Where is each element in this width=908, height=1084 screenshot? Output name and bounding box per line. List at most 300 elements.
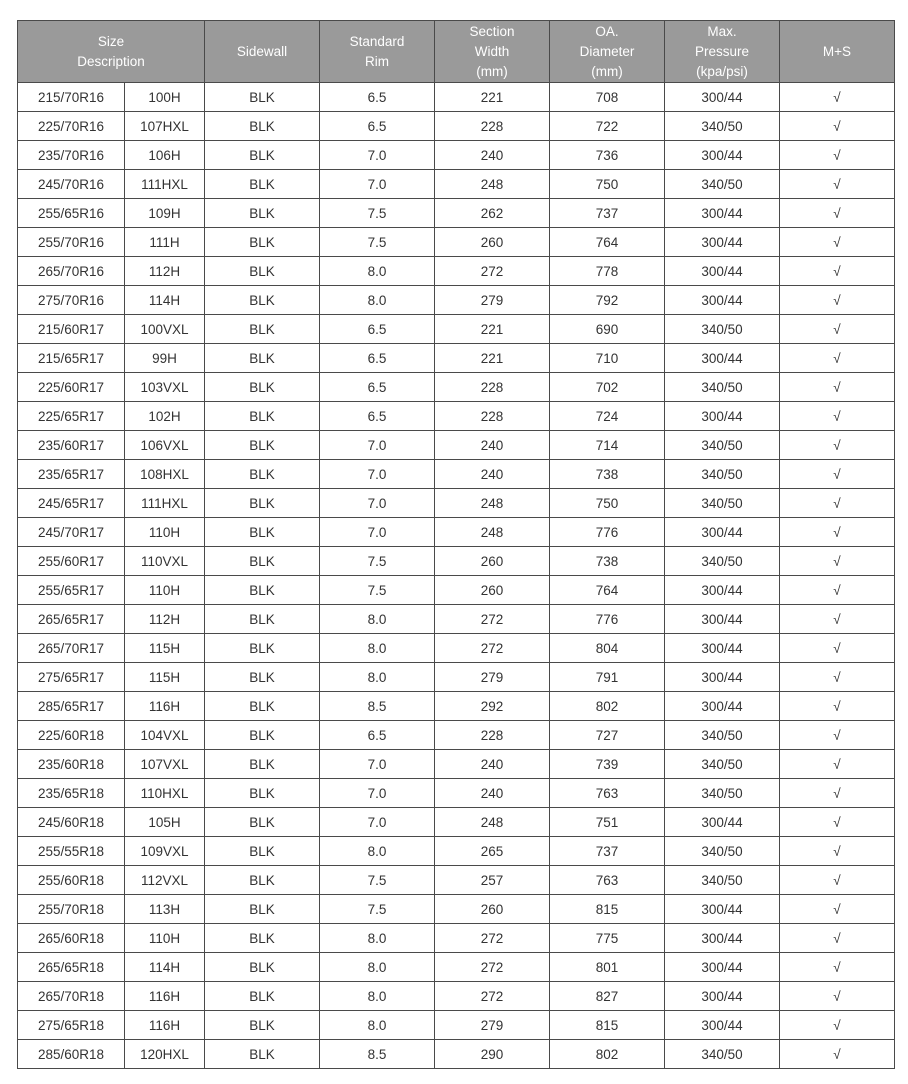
table-row	[18, 141, 895, 170]
size-cell: 265/70R18	[18, 982, 125, 1011]
section-width-cell: 248	[435, 808, 550, 837]
ms-cell: √	[780, 199, 895, 228]
header-standard-rim: Standard Rim	[320, 21, 435, 83]
rim-cell: 7.5	[320, 866, 435, 895]
sidewall-cell: BLK	[205, 83, 320, 112]
load-speed-cell: 116H	[125, 1011, 205, 1040]
load-speed-cell: 109H	[125, 199, 205, 228]
table-row	[18, 170, 895, 199]
sidewall-cell: BLK	[205, 402, 320, 431]
size-cell: 255/65R17	[18, 576, 125, 605]
size-cell: 235/60R17	[18, 431, 125, 460]
ms-cell: √	[780, 924, 895, 953]
section-width-cell: 272	[435, 924, 550, 953]
load-speed-cell: 110H	[125, 924, 205, 953]
rim-cell: 8.0	[320, 837, 435, 866]
section-width-cell: 260	[435, 895, 550, 924]
table-row	[18, 895, 895, 924]
sidewall-cell: BLK	[205, 837, 320, 866]
rim-cell: 7.0	[320, 750, 435, 779]
diameter-cell: 802	[550, 692, 665, 721]
sidewall-cell: BLK	[205, 721, 320, 750]
rim-cell: 7.5	[320, 576, 435, 605]
ms-cell: √	[780, 170, 895, 199]
pressure-cell: 300/44	[665, 228, 780, 257]
size-cell: 255/60R17	[18, 547, 125, 576]
header-max-pressure: Max. Pressure (kpa/psi)	[665, 21, 780, 83]
sidewall-cell: BLK	[205, 257, 320, 286]
diameter-cell: 764	[550, 228, 665, 257]
section-width-cell: 221	[435, 315, 550, 344]
table-row	[18, 692, 895, 721]
header-section-width: Section Width (mm)	[435, 21, 550, 83]
size-cell: 215/70R16	[18, 83, 125, 112]
sidewall-cell: BLK	[205, 750, 320, 779]
section-width-cell: 279	[435, 663, 550, 692]
ms-cell: √	[780, 373, 895, 402]
section-width-cell: 257	[435, 866, 550, 895]
load-speed-cell: 112VXL	[125, 866, 205, 895]
load-speed-cell: 106H	[125, 141, 205, 170]
diameter-cell: 722	[550, 112, 665, 141]
ms-cell: √	[780, 750, 895, 779]
ms-cell: √	[780, 721, 895, 750]
ms-cell: √	[780, 692, 895, 721]
load-speed-cell: 102H	[125, 402, 205, 431]
size-cell: 215/65R17	[18, 344, 125, 373]
table-row	[18, 431, 895, 460]
table-row	[18, 837, 895, 866]
section-width-cell: 221	[435, 344, 550, 373]
section-width-cell: 272	[435, 634, 550, 663]
sidewall-cell: BLK	[205, 228, 320, 257]
section-width-cell: 248	[435, 489, 550, 518]
size-cell: 275/65R18	[18, 1011, 125, 1040]
sidewall-cell: BLK	[205, 344, 320, 373]
load-speed-cell: 113H	[125, 895, 205, 924]
ms-cell: √	[780, 1040, 895, 1069]
diameter-cell: 739	[550, 750, 665, 779]
diameter-cell: 775	[550, 924, 665, 953]
section-width-cell: 262	[435, 199, 550, 228]
sidewall-cell: BLK	[205, 315, 320, 344]
diameter-cell: 791	[550, 663, 665, 692]
table-row	[18, 315, 895, 344]
rim-cell: 7.5	[320, 199, 435, 228]
rim-cell: 8.0	[320, 634, 435, 663]
size-cell: 235/60R18	[18, 750, 125, 779]
size-cell: 285/60R18	[18, 1040, 125, 1069]
rim-cell: 6.5	[320, 83, 435, 112]
rim-cell: 6.5	[320, 112, 435, 141]
rim-cell: 7.0	[320, 489, 435, 518]
diameter-cell: 804	[550, 634, 665, 663]
pressure-cell: 340/50	[665, 1040, 780, 1069]
section-width-cell: 272	[435, 953, 550, 982]
section-width-cell: 279	[435, 286, 550, 315]
size-cell: 225/65R17	[18, 402, 125, 431]
sidewall-cell: BLK	[205, 605, 320, 634]
header-sidewall: Sidewall	[205, 21, 320, 83]
ms-cell: √	[780, 547, 895, 576]
pressure-cell: 300/44	[665, 344, 780, 373]
section-width-cell: 272	[435, 605, 550, 634]
load-speed-cell: 100H	[125, 83, 205, 112]
table-row	[18, 344, 895, 373]
ms-cell: √	[780, 460, 895, 489]
section-width-cell: 240	[435, 460, 550, 489]
size-cell: 225/60R18	[18, 721, 125, 750]
section-width-cell: 290	[435, 1040, 550, 1069]
diameter-cell: 727	[550, 721, 665, 750]
pressure-cell: 300/44	[665, 286, 780, 315]
diameter-cell: 763	[550, 779, 665, 808]
pressure-cell: 300/44	[665, 982, 780, 1011]
header-oa-diameter: OA. Diameter (mm)	[550, 21, 665, 83]
diameter-cell: 690	[550, 315, 665, 344]
section-width-cell: 240	[435, 779, 550, 808]
load-speed-cell: 110VXL	[125, 547, 205, 576]
rim-cell: 7.0	[320, 431, 435, 460]
size-cell: 285/65R17	[18, 692, 125, 721]
table-row	[18, 924, 895, 953]
header-size-description: Size Description	[18, 21, 205, 83]
table-row	[18, 808, 895, 837]
ms-cell: √	[780, 83, 895, 112]
rim-cell: 6.5	[320, 373, 435, 402]
sidewall-cell: BLK	[205, 1040, 320, 1069]
sidewall-cell: BLK	[205, 779, 320, 808]
rim-cell: 8.0	[320, 953, 435, 982]
table-row	[18, 518, 895, 547]
table-row	[18, 953, 895, 982]
pressure-cell: 300/44	[665, 692, 780, 721]
section-width-cell: 272	[435, 982, 550, 1011]
load-speed-cell: 112H	[125, 605, 205, 634]
pressure-cell: 340/50	[665, 779, 780, 808]
sidewall-cell: BLK	[205, 924, 320, 953]
rim-cell: 8.0	[320, 286, 435, 315]
size-cell: 255/70R18	[18, 895, 125, 924]
load-speed-cell: 112H	[125, 257, 205, 286]
sidewall-cell: BLK	[205, 431, 320, 460]
pressure-cell: 340/50	[665, 170, 780, 199]
section-width-cell: 272	[435, 257, 550, 286]
table-row	[18, 489, 895, 518]
rim-cell: 8.0	[320, 1011, 435, 1040]
table-row	[18, 257, 895, 286]
size-cell: 235/70R16	[18, 141, 125, 170]
table-row	[18, 982, 895, 1011]
load-speed-cell: 114H	[125, 953, 205, 982]
load-speed-cell: 110H	[125, 518, 205, 547]
load-speed-cell: 116H	[125, 692, 205, 721]
table-row	[18, 1040, 895, 1069]
section-width-cell: 248	[435, 170, 550, 199]
sidewall-cell: BLK	[205, 547, 320, 576]
table-row	[18, 112, 895, 141]
pressure-cell: 340/50	[665, 373, 780, 402]
diameter-cell: 737	[550, 199, 665, 228]
diameter-cell: 801	[550, 953, 665, 982]
section-width-cell: 260	[435, 228, 550, 257]
rim-cell: 7.0	[320, 518, 435, 547]
sidewall-cell: BLK	[205, 373, 320, 402]
section-width-cell: 279	[435, 1011, 550, 1040]
load-speed-cell: 99H	[125, 344, 205, 373]
ms-cell: √	[780, 257, 895, 286]
size-cell: 245/65R17	[18, 489, 125, 518]
rim-cell: 8.0	[320, 257, 435, 286]
tire-spec-table-container	[17, 20, 895, 1069]
tire-spec-table	[17, 20, 895, 1069]
ms-cell: √	[780, 286, 895, 315]
section-width-cell: 221	[435, 83, 550, 112]
diameter-cell: 738	[550, 460, 665, 489]
load-speed-cell: 106VXL	[125, 431, 205, 460]
sidewall-cell: BLK	[205, 286, 320, 315]
diameter-cell: 815	[550, 1011, 665, 1040]
pressure-cell: 340/50	[665, 489, 780, 518]
pressure-cell: 300/44	[665, 808, 780, 837]
table-row	[18, 779, 895, 808]
rim-cell: 8.0	[320, 605, 435, 634]
size-cell: 235/65R18	[18, 779, 125, 808]
sidewall-cell: BLK	[205, 489, 320, 518]
sidewall-cell: BLK	[205, 518, 320, 547]
ms-cell: √	[780, 808, 895, 837]
table-row	[18, 547, 895, 576]
load-speed-cell: 103VXL	[125, 373, 205, 402]
size-cell: 255/70R16	[18, 228, 125, 257]
pressure-cell: 300/44	[665, 895, 780, 924]
load-speed-cell: 104VXL	[125, 721, 205, 750]
pressure-cell: 340/50	[665, 315, 780, 344]
ms-cell: √	[780, 895, 895, 924]
ms-cell: √	[780, 953, 895, 982]
size-cell: 265/65R17	[18, 605, 125, 634]
size-cell: 225/70R16	[18, 112, 125, 141]
ms-cell: √	[780, 228, 895, 257]
sidewall-cell: BLK	[205, 895, 320, 924]
diameter-cell: 750	[550, 170, 665, 199]
pressure-cell: 300/44	[665, 663, 780, 692]
sidewall-cell: BLK	[205, 982, 320, 1011]
size-cell: 255/65R16	[18, 199, 125, 228]
rim-cell: 8.0	[320, 924, 435, 953]
rim-cell: 8.0	[320, 663, 435, 692]
sidewall-cell: BLK	[205, 460, 320, 489]
sidewall-cell: BLK	[205, 663, 320, 692]
section-width-cell: 228	[435, 112, 550, 141]
rim-cell: 7.5	[320, 895, 435, 924]
load-speed-cell: 120HXL	[125, 1040, 205, 1069]
diameter-cell: 708	[550, 83, 665, 112]
load-speed-cell: 115H	[125, 634, 205, 663]
ms-cell: √	[780, 489, 895, 518]
load-speed-cell: 109VXL	[125, 837, 205, 866]
section-width-cell: 248	[435, 518, 550, 547]
table-row	[18, 286, 895, 315]
rim-cell: 7.0	[320, 779, 435, 808]
load-speed-cell: 107HXL	[125, 112, 205, 141]
section-width-cell: 260	[435, 576, 550, 605]
pressure-cell: 340/50	[665, 431, 780, 460]
ms-cell: √	[780, 315, 895, 344]
sidewall-cell: BLK	[205, 170, 320, 199]
table-row	[18, 576, 895, 605]
section-width-cell: 240	[435, 141, 550, 170]
table-row	[18, 866, 895, 895]
size-cell: 225/60R17	[18, 373, 125, 402]
header-row	[18, 21, 895, 83]
ms-cell: √	[780, 344, 895, 373]
size-cell: 235/65R17	[18, 460, 125, 489]
table-row	[18, 373, 895, 402]
size-cell: 265/65R18	[18, 953, 125, 982]
rim-cell: 6.5	[320, 402, 435, 431]
diameter-cell: 737	[550, 837, 665, 866]
section-width-cell: 240	[435, 750, 550, 779]
pressure-cell: 340/50	[665, 112, 780, 141]
diameter-cell: 776	[550, 605, 665, 634]
pressure-cell: 300/44	[665, 953, 780, 982]
size-cell: 255/60R18	[18, 866, 125, 895]
diameter-cell: 702	[550, 373, 665, 402]
size-cell: 245/70R16	[18, 170, 125, 199]
pressure-cell: 340/50	[665, 721, 780, 750]
size-cell: 245/60R18	[18, 808, 125, 837]
ms-cell: √	[780, 663, 895, 692]
sidewall-cell: BLK	[205, 808, 320, 837]
size-cell: 275/65R17	[18, 663, 125, 692]
sidewall-cell: BLK	[205, 634, 320, 663]
ms-cell: √	[780, 779, 895, 808]
table-row	[18, 83, 895, 112]
sidewall-cell: BLK	[205, 141, 320, 170]
rim-cell: 7.5	[320, 228, 435, 257]
rim-cell: 7.0	[320, 141, 435, 170]
diameter-cell: 724	[550, 402, 665, 431]
size-cell: 275/70R16	[18, 286, 125, 315]
size-cell: 265/70R16	[18, 257, 125, 286]
pressure-cell: 300/44	[665, 634, 780, 663]
diameter-cell: 763	[550, 866, 665, 895]
table-row	[18, 663, 895, 692]
load-speed-cell: 110H	[125, 576, 205, 605]
table-row	[18, 1011, 895, 1040]
load-speed-cell: 100VXL	[125, 315, 205, 344]
sidewall-cell: BLK	[205, 576, 320, 605]
table-row	[18, 402, 895, 431]
size-cell: 255/55R18	[18, 837, 125, 866]
sidewall-cell: BLK	[205, 199, 320, 228]
pressure-cell: 340/50	[665, 460, 780, 489]
ms-cell: √	[780, 634, 895, 663]
diameter-cell: 815	[550, 895, 665, 924]
pressure-cell: 300/44	[665, 83, 780, 112]
table-row	[18, 199, 895, 228]
diameter-cell: 827	[550, 982, 665, 1011]
pressure-cell: 300/44	[665, 924, 780, 953]
section-width-cell: 228	[435, 373, 550, 402]
rim-cell: 8.5	[320, 692, 435, 721]
rim-cell: 7.0	[320, 460, 435, 489]
load-speed-cell: 111HXL	[125, 170, 205, 199]
diameter-cell: 751	[550, 808, 665, 837]
diameter-cell: 776	[550, 518, 665, 547]
ms-cell: √	[780, 605, 895, 634]
rim-cell: 6.5	[320, 721, 435, 750]
load-speed-cell: 116H	[125, 982, 205, 1011]
load-speed-cell: 108HXL	[125, 460, 205, 489]
sidewall-cell: BLK	[205, 866, 320, 895]
section-width-cell: 240	[435, 431, 550, 460]
table-row	[18, 750, 895, 779]
sidewall-cell: BLK	[205, 692, 320, 721]
rim-cell: 8.0	[320, 982, 435, 1011]
table-row	[18, 721, 895, 750]
pressure-cell: 300/44	[665, 518, 780, 547]
pressure-cell: 340/50	[665, 750, 780, 779]
header-ms: M+S	[780, 21, 895, 83]
sidewall-cell: BLK	[205, 1011, 320, 1040]
ms-cell: √	[780, 1011, 895, 1040]
diameter-cell: 738	[550, 547, 665, 576]
diameter-cell: 802	[550, 1040, 665, 1069]
ms-cell: √	[780, 431, 895, 460]
pressure-cell: 300/44	[665, 141, 780, 170]
load-speed-cell: 110HXL	[125, 779, 205, 808]
diameter-cell: 778	[550, 257, 665, 286]
pressure-cell: 300/44	[665, 257, 780, 286]
diameter-cell: 736	[550, 141, 665, 170]
ms-cell: √	[780, 982, 895, 1011]
load-speed-cell: 111HXL	[125, 489, 205, 518]
diameter-cell: 710	[550, 344, 665, 373]
rim-cell: 7.5	[320, 547, 435, 576]
rim-cell: 7.0	[320, 808, 435, 837]
rim-cell: 7.0	[320, 170, 435, 199]
pressure-cell: 300/44	[665, 199, 780, 228]
load-speed-cell: 111H	[125, 228, 205, 257]
diameter-cell: 714	[550, 431, 665, 460]
sidewall-cell: BLK	[205, 112, 320, 141]
rim-cell: 6.5	[320, 344, 435, 373]
section-width-cell: 260	[435, 547, 550, 576]
ms-cell: √	[780, 141, 895, 170]
ms-cell: √	[780, 837, 895, 866]
table-row	[18, 228, 895, 257]
load-speed-cell: 115H	[125, 663, 205, 692]
load-speed-cell: 107VXL	[125, 750, 205, 779]
size-cell: 265/70R17	[18, 634, 125, 663]
ms-cell: √	[780, 866, 895, 895]
pressure-cell: 340/50	[665, 837, 780, 866]
diameter-cell: 792	[550, 286, 665, 315]
ms-cell: √	[780, 518, 895, 547]
pressure-cell: 300/44	[665, 605, 780, 634]
section-width-cell: 228	[435, 402, 550, 431]
diameter-cell: 750	[550, 489, 665, 518]
rim-cell: 6.5	[320, 315, 435, 344]
table-row	[18, 634, 895, 663]
section-width-cell: 265	[435, 837, 550, 866]
pressure-cell: 340/50	[665, 547, 780, 576]
table-row	[18, 605, 895, 634]
size-cell: 245/70R17	[18, 518, 125, 547]
table-row	[18, 460, 895, 489]
